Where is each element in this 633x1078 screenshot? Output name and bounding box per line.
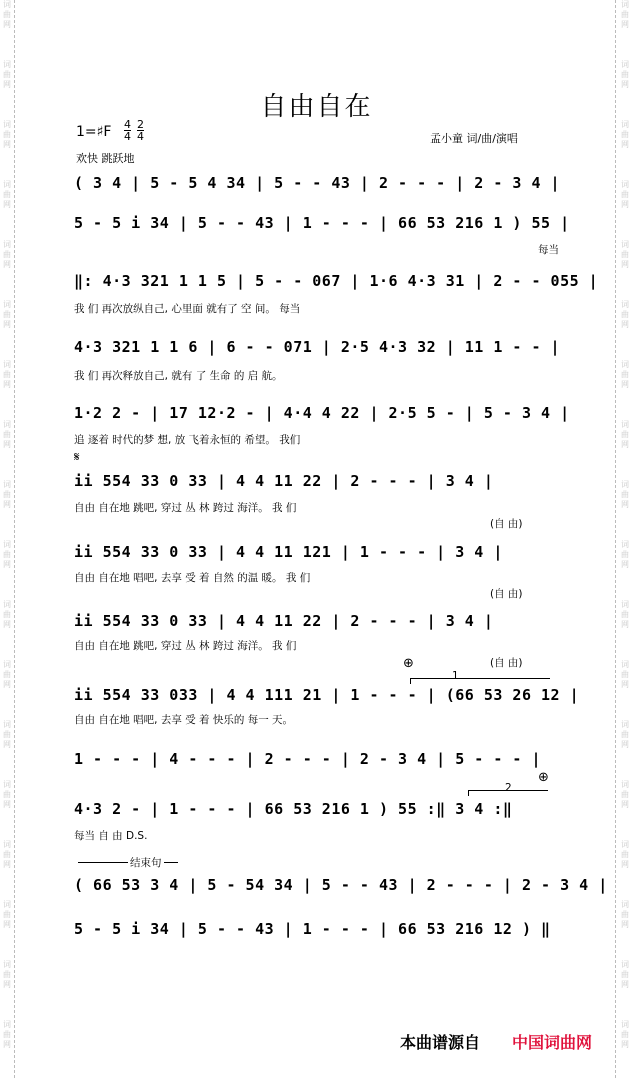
lyric-row-2: 每当 xyxy=(538,244,559,256)
watermark-glyph-group: 词 曲 网 xyxy=(3,300,11,329)
watermark-glyph-group: 词 曲 网 xyxy=(621,360,629,389)
watermark-glyph-group: 词 曲 网 xyxy=(621,720,629,749)
watermark-glyph-group: 词 曲 网 xyxy=(3,960,11,989)
watermark-glyph-group: 词 曲 网 xyxy=(3,120,11,149)
score-row-2: 5 - 5 i 34 | 5 - - 43 | 1 - - - | 66 53 216 1 ) 55 | xyxy=(74,214,570,232)
watermark-glyph-group: 词 曲 网 xyxy=(3,600,11,629)
score-row-7: ii 554 33 0 33 | 4 4 11 121 | 1 - - - | 3 4 | xyxy=(74,543,503,561)
watermark-glyph-group: 词 曲 网 xyxy=(3,180,11,209)
watermark-glyph-group: 词 曲 网 xyxy=(621,540,629,569)
score-row-4: 4·3 321 1 1 6 | 6 - - 071 | 2·5 4·3 32 | 11 1 - - | xyxy=(74,338,561,356)
lyric-row-8: 自由 自在地 跳吧, 穿过 丛 林 跨过 海洋。 我 们 xyxy=(74,640,297,652)
lyric-row-7: 自由 自在地 唱吧, 去享 受 着 自然 的温 暖。 我 们 xyxy=(74,572,311,584)
watermark-glyph-group: 词 曲 网 xyxy=(621,240,629,269)
time-bottom-2: 4 xyxy=(137,130,144,143)
watermark-right xyxy=(618,0,632,1078)
ending-label: 结束句 xyxy=(130,857,162,869)
score-row-12: ( 66 53 3 4 | 5 - 54 34 | 5 - - 43 | 2 - - - | 2 - 3 4 | xyxy=(74,876,608,894)
watermark-glyph-group: 词 曲 网 xyxy=(621,120,629,149)
watermark-glyph-group: 词 曲 网 xyxy=(621,780,629,809)
volta-2-hook xyxy=(468,790,469,796)
segno-sign: 𝄋 xyxy=(74,450,80,465)
lyric-row-3: 我 们 再次放纵自己, 心里面 就有了 空 间。 每当 xyxy=(74,303,301,315)
volta-1-hook xyxy=(410,678,411,684)
coda-sign-2: ⊕ xyxy=(538,770,549,785)
volta-1-number: 1 xyxy=(452,670,459,682)
watermark-glyph-group: 词 曲 网 xyxy=(3,360,11,389)
credits: 孟小童 词/曲/演唱 xyxy=(430,132,518,145)
watermark-glyph-group: 词 曲 网 xyxy=(621,840,629,869)
lyric-row-4: 我 们 再次释放自己, 就有 了 生命 的 启 航。 xyxy=(74,370,283,382)
watermark-glyph-group: 词 曲 网 xyxy=(3,540,11,569)
lyric-row-6: 自由 自在地 跳吧, 穿过 丛 林 跨过 海洋。 我 们 xyxy=(74,502,297,514)
ref-row-6: (自 由) xyxy=(490,518,523,530)
score-row-5: 1·2 2 - | 17 12·2 - | 4·4 4 22 | 2·5 5 - | 5 - 3 4 | xyxy=(74,404,570,422)
footer-source: 本曲谱源自 xyxy=(400,1033,481,1052)
ref-row-7: (自 由) xyxy=(490,588,523,600)
watermark-glyph-group: 词 曲 网 xyxy=(3,840,11,869)
time-top-2: 2 xyxy=(137,118,144,131)
volta-2-number: 2 xyxy=(505,782,512,794)
watermark-glyph-group: 词 曲 网 xyxy=(621,960,629,989)
watermark-glyph-group: 词 曲 网 xyxy=(621,0,629,29)
score-row-10: 1 - - - | 4 - - - | 2 - - - | 2 - 3 4 | 5 - - - | xyxy=(74,750,542,768)
watermark-glyph-group: 词 曲 网 xyxy=(3,240,11,269)
time-bottom-1: 4 xyxy=(124,130,131,143)
lyric-row-5: 追 逐着 时代的梦 想, 放 飞着永恒的 希望。 我们 xyxy=(74,434,301,446)
watermark-glyph-group: 词 曲 网 xyxy=(621,420,629,449)
watermark-glyph-group: 词 曲 网 xyxy=(621,300,629,329)
song-title: 自由自在 xyxy=(260,92,373,122)
watermark-glyph-group: 词 曲 网 xyxy=(621,660,629,689)
score-row-9: ii 554 33 033 | 4 4 111 21 | 1 - - - | (66 53 26 12 | xyxy=(74,686,580,704)
lyric-row-11: 每当 自 由 D.S. xyxy=(74,830,148,842)
ref-row-8: (自 由) xyxy=(490,657,523,669)
watermark-glyph-group: 词 曲 网 xyxy=(621,900,629,929)
score-row-8: ii 554 33 0 33 | 4 4 11 22 | 2 - - - | 3 4 | xyxy=(74,612,494,630)
coda-sign-1: ⊕ xyxy=(403,656,414,671)
watermark-glyph-group: 词 曲 网 xyxy=(3,780,11,809)
footer-site-link[interactable]: 中国词曲网 xyxy=(512,1033,593,1052)
score-row-3: ‖: 4·3 321 1 1 5 | 5 - - 067 | 1·6 4·3 31 | 2 - - 055 | xyxy=(74,272,599,290)
watermark-glyph-group: 词 曲 网 xyxy=(621,60,629,89)
time-signature xyxy=(124,119,144,142)
score-row-1: ( 3 4 | 5 - 5 4 34 | 5 - - 43 | 2 - - - | 2 - 3 4 | xyxy=(74,174,561,192)
watermark-glyph-group: 词 曲 网 xyxy=(3,720,11,749)
watermark-glyph-group: 词 曲 网 xyxy=(3,0,11,29)
lyric-row-9: 自由 自在地 唱吧, 去享 受 着 快乐的 每一 天。 xyxy=(74,714,294,726)
watermark-glyph-group: 词 曲 网 xyxy=(621,180,629,209)
watermark-glyph-group: 词 曲 网 xyxy=(621,600,629,629)
watermark-glyph-group: 词 曲 网 xyxy=(621,480,629,509)
watermark-glyph-group: 词 曲 网 xyxy=(3,900,11,929)
watermark-glyph-group: 词 曲 网 xyxy=(621,1020,629,1049)
score-row-11: 4·3 2 - | 1 - - - | 66 53 216 1 ) 55 :‖ 3 4 :‖ xyxy=(74,800,513,818)
key-signature: 1=♯F xyxy=(76,124,112,140)
watermark-glyph-group: 词 曲 网 xyxy=(3,420,11,449)
volta-1-line xyxy=(410,678,550,679)
watermark-left xyxy=(0,0,14,1078)
watermark-glyph-group: 词 曲 网 xyxy=(3,1020,11,1049)
watermark-glyph-group: 词 曲 网 xyxy=(3,660,11,689)
tempo-marking: 欢快 跳跃地 xyxy=(76,152,135,165)
score-row-6: ii 554 33 0 33 | 4 4 11 22 | 2 - - - | 3 4 | xyxy=(74,472,494,490)
time-top-1: 4 xyxy=(124,118,131,131)
watermark-glyph-group: 词 曲 网 xyxy=(3,60,11,89)
score-row-13: 5 - 5 i 34 | 5 - - 43 | 1 - - - | 66 53 216 12 ) ‖ xyxy=(74,920,551,938)
watermark-glyph-group: 词 曲 网 xyxy=(3,480,11,509)
